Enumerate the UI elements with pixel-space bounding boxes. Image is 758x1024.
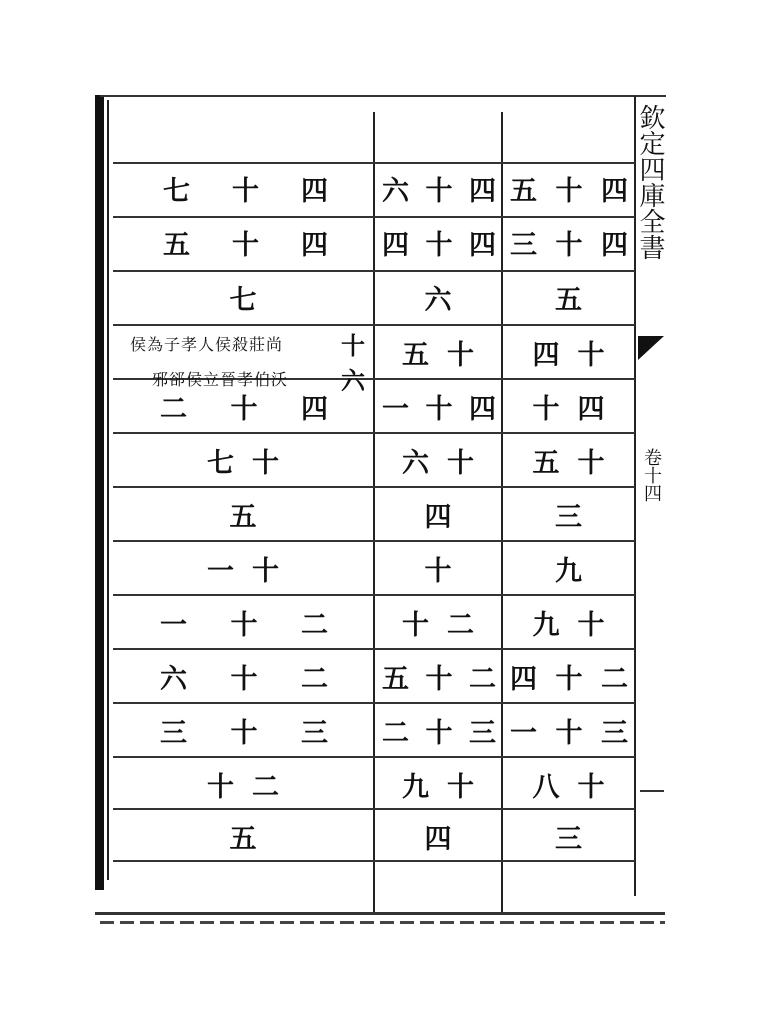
cell-char: 三 — [555, 823, 582, 855]
cell-char: 四 — [301, 229, 328, 261]
table-cell — [382, 228, 496, 262]
row-rule — [113, 702, 635, 704]
table-cell — [503, 822, 634, 856]
cell-char: 十 — [577, 609, 605, 641]
cell-char: 六 — [382, 175, 409, 207]
frame-bottom-border — [95, 912, 665, 915]
cell-char: 四 — [510, 663, 537, 695]
table-cell — [382, 174, 496, 208]
cell-char: 十 — [425, 663, 453, 695]
cell-char: 九 — [402, 771, 429, 803]
cell-char: 五 — [532, 447, 560, 479]
row-rule — [113, 594, 635, 596]
cell-char: 九 — [532, 609, 560, 641]
cell-char: 一 — [510, 717, 537, 749]
cell-char: 一 — [382, 393, 409, 425]
table-cell — [160, 662, 328, 696]
cell-char: 十 — [447, 771, 474, 803]
cell-char: 五 — [163, 229, 190, 261]
table-cell — [510, 716, 628, 750]
cell-char: 五 — [229, 823, 257, 855]
table-cell — [510, 228, 628, 262]
row-rule — [113, 808, 635, 810]
table-cell — [375, 283, 501, 317]
cell-char: 四 — [601, 229, 628, 261]
table-cell — [382, 662, 496, 696]
cell-char: 三 — [160, 717, 187, 749]
table-cell — [510, 662, 628, 696]
cell-char: 十 — [252, 555, 279, 587]
cell-char: 四 — [469, 393, 496, 425]
cell-char: 四 — [382, 229, 409, 261]
row-rule — [113, 432, 635, 434]
cell-char: 三 — [469, 717, 496, 749]
cell-char: 四 — [469, 175, 496, 207]
annotation-line-1 — [130, 326, 366, 361]
table-cell — [510, 174, 628, 208]
row-rule — [113, 756, 635, 758]
cell-char: 四 — [601, 175, 628, 207]
cell-char: 三 — [601, 717, 628, 749]
cell-char: 四 — [301, 175, 328, 207]
cell-char: 七 — [163, 175, 190, 207]
cell-char: 十 — [425, 393, 453, 425]
chapter-label: 卷十四 — [641, 448, 662, 502]
cell-char: 十 — [577, 771, 605, 803]
table-cell — [503, 392, 634, 426]
cell-char: 四 — [532, 339, 560, 371]
table-cell — [503, 500, 634, 534]
cell-char: 十 — [532, 393, 560, 425]
cell-char: 四 — [424, 823, 452, 855]
cell-char: 十 — [555, 229, 583, 261]
table-cell — [503, 554, 634, 588]
cell-char: 二 — [252, 771, 279, 803]
cell-char: 一 — [207, 555, 234, 587]
cell-char: 十 — [425, 175, 453, 207]
row-rule — [113, 540, 635, 542]
cell-char: 五 — [510, 175, 537, 207]
cell-char: 十 — [232, 229, 259, 261]
cell-char: 八 — [532, 771, 560, 803]
table-cell — [113, 554, 373, 588]
cell-char: 十 — [207, 771, 234, 803]
fish-tail-mark — [638, 336, 664, 360]
cell-char: 六 — [160, 663, 187, 695]
table-cell — [375, 446, 501, 480]
table-cell — [375, 338, 501, 372]
annotation-text: 邪郤侯立晉孝伯沃 — [152, 370, 289, 389]
table-cell — [160, 716, 328, 750]
table-cell — [113, 283, 373, 317]
table-cell — [375, 554, 501, 588]
cell-char: 二 — [447, 609, 474, 641]
cell-char: 十 — [230, 393, 258, 425]
cell-char: 七 — [207, 447, 234, 479]
cell-char: 十 — [577, 447, 605, 479]
cell-char: 六 — [402, 447, 429, 479]
table-cell — [113, 770, 373, 804]
cell-char: 十 — [447, 447, 474, 479]
cell-char: 六 — [424, 284, 452, 316]
cell-char: 二 — [301, 609, 328, 641]
row-rule — [113, 162, 635, 164]
cell-char: 三 — [555, 501, 582, 533]
cell-char: 一 — [160, 609, 187, 641]
table-cell — [503, 770, 634, 804]
cell-char: 四 — [301, 393, 328, 425]
cell-char: 三 — [510, 229, 537, 261]
cell-char: 五 — [555, 284, 582, 316]
cell-char: 四 — [469, 229, 496, 261]
table-cell — [113, 500, 373, 534]
table-cell — [163, 228, 328, 262]
table-cell — [375, 822, 501, 856]
cell-char: 二 — [601, 663, 628, 695]
table-cell — [503, 338, 634, 372]
cell-char: 五 — [229, 501, 257, 533]
table-cell — [382, 716, 496, 750]
table-cell — [160, 608, 328, 642]
cell-char: 十 — [232, 175, 259, 207]
cell-char: 四 — [577, 393, 605, 425]
annotation-number: 六 — [341, 366, 366, 395]
cell-char: 十 — [402, 609, 429, 641]
cell-char: 十 — [230, 609, 258, 641]
cell-char: 十 — [577, 339, 605, 371]
frame-left-inner-line — [107, 100, 109, 880]
table-cell — [382, 392, 496, 426]
cell-char: 十 — [424, 555, 452, 587]
margin-rule — [640, 790, 664, 792]
row-rule — [113, 270, 635, 272]
cell-char: 十 — [555, 663, 583, 695]
cell-char: 十 — [230, 663, 258, 695]
row-rule — [113, 648, 635, 650]
cell-char: 十 — [447, 339, 474, 371]
row-rule — [113, 860, 635, 862]
row-rule — [113, 216, 635, 218]
table-cell — [113, 822, 373, 856]
cell-char: 九 — [555, 555, 582, 587]
cell-char: 十 — [555, 175, 583, 207]
cell-char: 十 — [425, 717, 453, 749]
table-cell — [375, 770, 501, 804]
annotation-number: 十 — [341, 331, 366, 360]
cell-char: 十 — [555, 717, 583, 749]
frame-bottom-dashed-border — [100, 921, 665, 924]
cell-char: 二 — [160, 393, 187, 425]
table-cell — [375, 500, 501, 534]
cell-char: 十 — [252, 447, 279, 479]
cell-char: 十 — [230, 717, 258, 749]
table-cell — [163, 174, 328, 208]
table-cell — [113, 446, 373, 480]
cell-char: 二 — [301, 663, 328, 695]
annotation-cell — [130, 326, 366, 395]
table-cell — [160, 392, 328, 426]
frame-top-border — [100, 95, 666, 97]
table-cell — [503, 446, 634, 480]
table-cell — [503, 608, 634, 642]
cell-char: 二 — [469, 663, 496, 695]
cell-char: 三 — [301, 717, 328, 749]
book-title: 欽定四庫全書 — [635, 104, 665, 260]
cell-char: 十 — [425, 229, 453, 261]
cell-char: 七 — [229, 284, 257, 316]
frame-left-border — [95, 95, 104, 890]
table-cell — [375, 608, 501, 642]
cell-char: 二 — [382, 717, 409, 749]
annotation-text: 侯為子孝人侯殺莊尚 — [130, 335, 284, 354]
table-cell — [503, 283, 634, 317]
row-rule — [113, 486, 635, 488]
cell-char: 四 — [424, 501, 452, 533]
cell-char: 五 — [382, 663, 409, 695]
annotation-line-2 — [130, 361, 366, 396]
cell-char: 五 — [402, 339, 429, 371]
